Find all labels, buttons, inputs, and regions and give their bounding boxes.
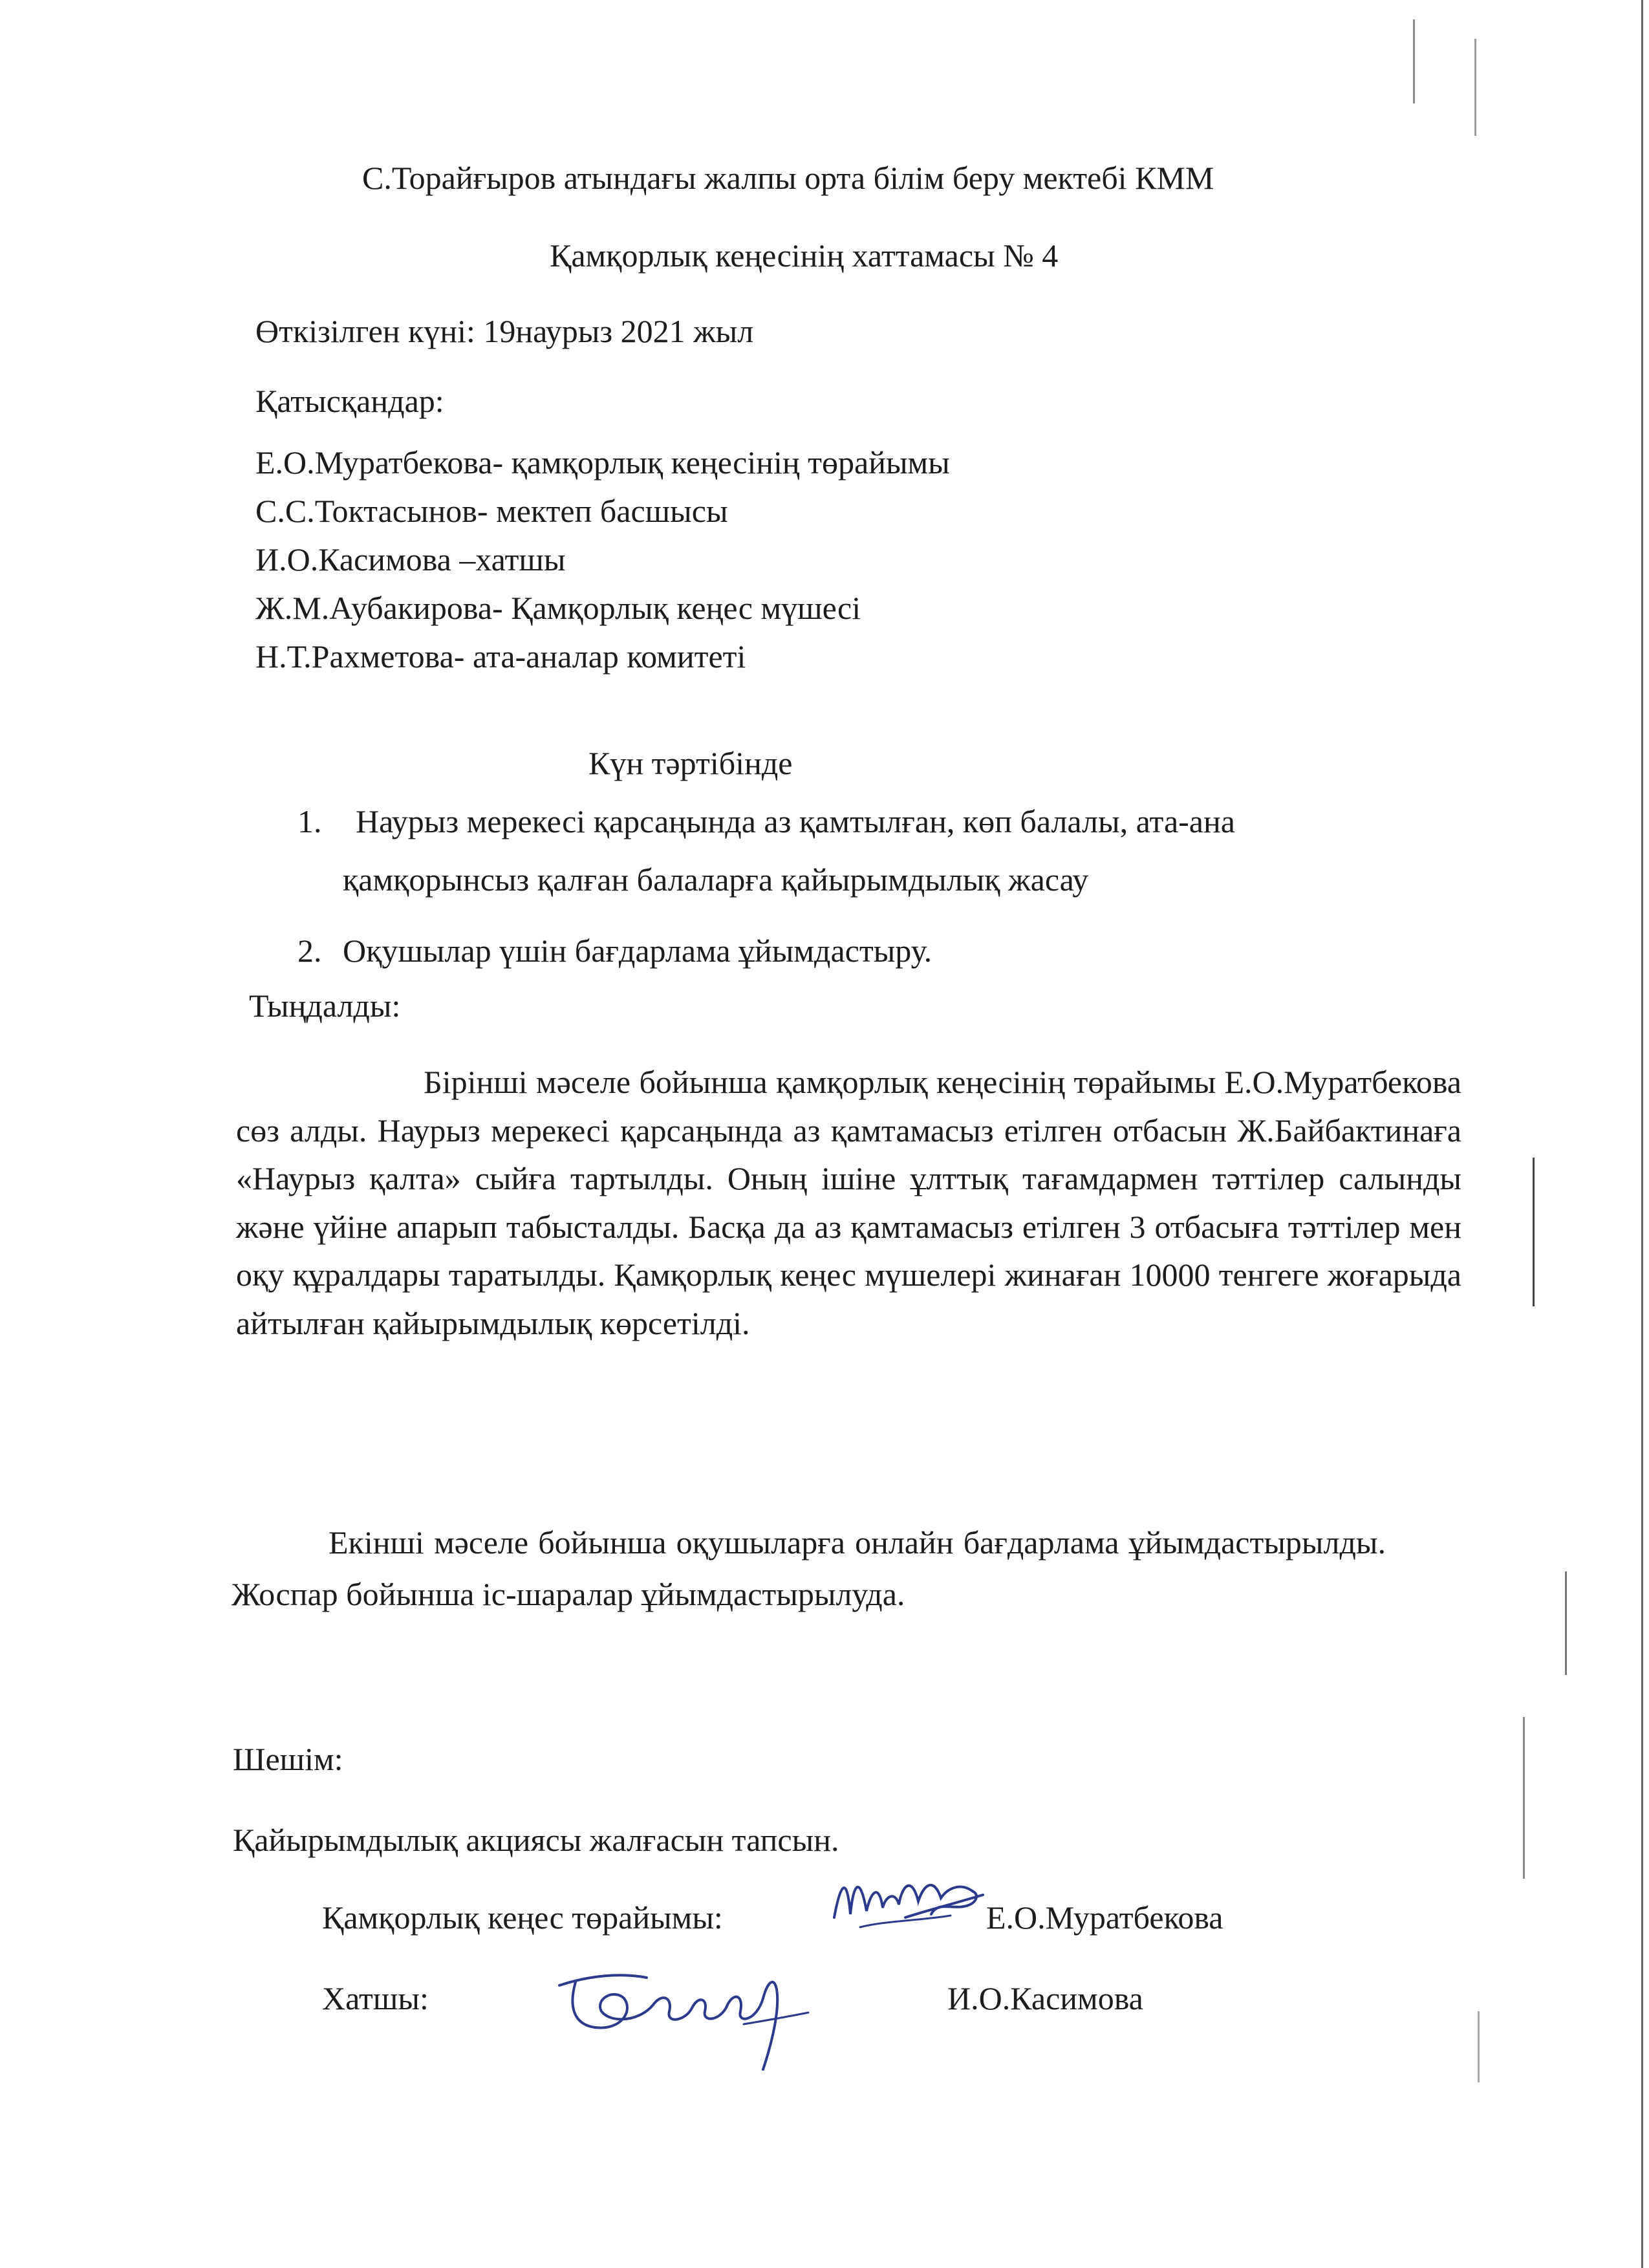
scan-mark (1565, 1571, 1567, 1675)
participant-item: Е.О.Муратбекова- қамқорлық кеңесінің төрайымы (255, 444, 950, 481)
chair-signature (821, 1856, 989, 1940)
school-name: С.Торайғыров атындағы жалпы орта білім беру мектебі КММ (362, 160, 1214, 196)
agenda-item-number: 1. (297, 803, 322, 839)
document-title: Қамқорлық кеңесінің хаттамасы № 4 (550, 237, 1059, 274)
scan-mark (1474, 39, 1476, 136)
scan-mark (1523, 1717, 1525, 1879)
participant-item: И.О.Касимова –хатшы (255, 541, 566, 578)
agenda-item-text: қамқорынсыз қалған балаларға қайырымдылық жасау (343, 861, 1089, 898)
chair-name: Е.О.Муратбекова (986, 1899, 1223, 1936)
participant-item: С.С.Токтасынов- мектеп басшысы (255, 493, 728, 529)
listened-paragraph-1: Бірінші мәселе бойынша қамқорлық кеңесінің төрайымы Е.О.Муратбекова сөз алды. Наурыз мерекесі қарсаңында аз қамтамасыз етілген отбасын Ж.Байбактинаға «Наурыз қалта» сыйға тартылды. Оның ішіне ұлттық тағамдармен тәттілер салынды және үйіне апарып табысталды. Басқа да аз қамтамасыз етілген 3 отбасыға тәттілер мен оқу құралдары таратылды. Қамқорлық кеңес мүшелері жинаған 10000 тенгеге жоғарыда айтылған қайырымдылық көрсетілді. (236, 1064, 1461, 1341)
scan-edge-line (1641, 0, 1643, 2268)
agenda-item-text: Наурыз мерекесі қарсаңында аз қамтылған, көп балалы, ата-ана (356, 803, 1235, 839)
participant-item: Ж.М.Аубакирова- Қамқорлық кеңес мүшесі (255, 590, 861, 626)
secretary-signature (550, 1960, 821, 2076)
scan-mark (1478, 2011, 1480, 2082)
decision-text: Қайырымдылық акциясы жалғасын тапсын. (233, 1822, 839, 1858)
secretary-name: И.О.Касимова (947, 1980, 1143, 2016)
decision-heading: Шешім: (233, 1741, 343, 1777)
scan-mark (1533, 1158, 1535, 1306)
agenda-heading: Күн тәртібінде (588, 745, 793, 781)
scan-mark (1413, 19, 1415, 103)
listened-paragraph-2: Екінші мәселе бойынша оқушыларға онлайн бағдарлама ұйымдастырылды. Жоспар бойынша іс-шаралар ұйымдастырылуда. (232, 1524, 1386, 1612)
participant-item: Н.Т.Рахметова- ата-аналар комитеті (255, 638, 746, 675)
meeting-date: Өткізілген күні: 19наурыз 2021 жыл (255, 313, 754, 349)
secretary-label: Хатшы: (322, 1980, 429, 2016)
participants-heading: Қатысқандар: (255, 383, 444, 419)
chair-label: Қамқорлық кеңес төрайымы: (322, 1899, 723, 1936)
listened-heading: Тыңдалды: (249, 988, 401, 1024)
agenda-item-number: 2. (297, 933, 322, 969)
agenda-item-text: Оқушылар үшін бағдарлама ұйымдастыру. (343, 933, 932, 969)
